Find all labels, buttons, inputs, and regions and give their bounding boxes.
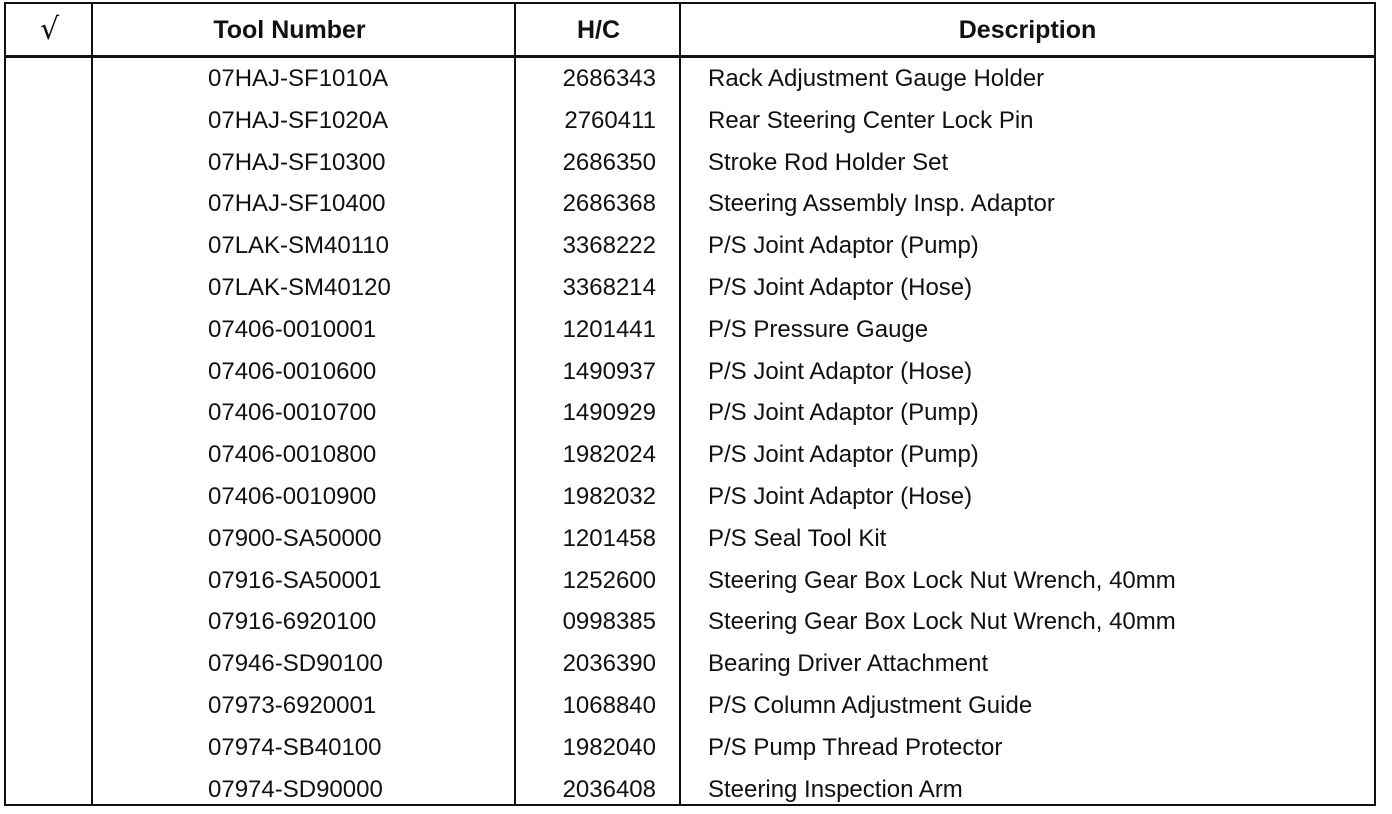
description-cell: P/S Joint Adaptor (Hose) xyxy=(708,357,973,385)
table-row xyxy=(6,643,1374,685)
tool-number-cell: 07406-0010800 xyxy=(208,441,377,469)
description-cell: P/S Joint Adaptor (Pump) xyxy=(708,399,979,427)
tool-number-cell: 07916-SA50001 xyxy=(208,566,382,594)
table-row xyxy=(6,769,1374,811)
table-row xyxy=(6,58,1374,100)
hc-cell: 2036390 xyxy=(562,650,656,678)
tool-number-cell: 07HAJ-SF10300 xyxy=(208,148,386,176)
description-cell: P/S Seal Tool Kit xyxy=(708,524,887,552)
tool-number-cell: 07973-6920001 xyxy=(208,691,377,719)
hc-cell: 2760411 xyxy=(564,106,656,134)
hc-cell: 1982040 xyxy=(562,733,656,761)
table-row xyxy=(6,267,1374,309)
tool-number-cell: 07916-6920100 xyxy=(208,608,377,636)
table-row xyxy=(6,225,1374,267)
description-cell: P/S Joint Adaptor (Pump) xyxy=(708,441,979,469)
tool-number-cell: 07406-0010700 xyxy=(208,399,377,427)
hc-cell: 1490937 xyxy=(562,357,656,385)
hc-cell: 2686368 xyxy=(562,190,656,218)
header-check: √ xyxy=(39,12,60,47)
description-cell: Rack Adjustment Gauge Holder xyxy=(708,65,1045,92)
table-row xyxy=(6,476,1374,518)
hc-cell: 2686350 xyxy=(562,148,656,176)
description-cell: Stroke Rod Holder Set xyxy=(708,148,949,176)
hc-cell: 0998385 xyxy=(562,608,656,636)
hc-cell: 3368214 xyxy=(562,273,656,301)
description-cell: P/S Pump Thread Protector xyxy=(708,733,1003,761)
header-description: Description xyxy=(958,16,1097,44)
description-cell: P/S Joint Adaptor (Pump) xyxy=(708,232,979,260)
tool-number-cell: 07406-0010600 xyxy=(208,357,377,385)
description-cell: Steering Gear Box Lock Nut Wrench, 40mm xyxy=(708,608,1176,636)
hc-cell: 1252600 xyxy=(562,566,656,594)
description-cell: Steering Gear Box Lock Nut Wrench, 40mm xyxy=(708,566,1176,594)
hc-cell: 1201441 xyxy=(562,315,656,343)
table-row xyxy=(6,727,1374,769)
tool-table xyxy=(4,2,1376,806)
hc-cell: 1068840 xyxy=(562,691,656,719)
header-tool-number: Tool Number xyxy=(213,16,366,44)
table-row xyxy=(6,100,1374,142)
table-row xyxy=(6,142,1374,184)
table-body xyxy=(6,58,1374,810)
description-cell: Rear Steering Center Lock Pin xyxy=(708,106,1034,134)
hc-cell: 1982032 xyxy=(562,482,656,510)
table-header xyxy=(6,4,1374,58)
table-row xyxy=(6,560,1374,602)
tool-number-cell: 07974-SD90000 xyxy=(208,775,383,803)
tool-number-cell: 07HAJ-SF1010A xyxy=(208,65,389,92)
hc-cell: 2686343 xyxy=(562,65,656,92)
hc-cell: 1201458 xyxy=(562,524,656,552)
tool-number-cell: 07406-0010900 xyxy=(208,482,377,510)
table-row xyxy=(6,601,1374,643)
description-cell: Steering Inspection Arm xyxy=(708,775,963,803)
table-row xyxy=(6,434,1374,476)
tool-number-cell: 07974-SB40100 xyxy=(208,733,382,761)
description-cell: Bearing Driver Attachment xyxy=(708,650,989,678)
description-cell: P/S Joint Adaptor (Hose) xyxy=(708,482,973,510)
tool-number-cell: 07LAK-SM40120 xyxy=(208,273,391,301)
description-cell: P/S Joint Adaptor (Hose) xyxy=(708,273,973,301)
tool-number-cell: 07LAK-SM40110 xyxy=(208,232,390,260)
table-row xyxy=(6,685,1374,727)
table-row xyxy=(6,392,1374,434)
tool-number-cell: 07406-0010001 xyxy=(208,315,377,343)
header-hc: H/C xyxy=(576,16,621,44)
description-cell: Steering Assembly Insp. Adaptor xyxy=(708,190,1055,218)
table-row xyxy=(6,351,1374,393)
hc-cell: 3368222 xyxy=(562,232,656,260)
tool-number-cell: 07HAJ-SF10400 xyxy=(208,190,386,218)
table-row xyxy=(6,518,1374,560)
table-row xyxy=(6,183,1374,225)
hc-cell: 2036408 xyxy=(562,775,656,803)
tool-number-cell: 07946-SD90100 xyxy=(208,650,383,678)
table-row xyxy=(6,309,1374,351)
hc-cell: 1490929 xyxy=(562,399,656,427)
tool-number-cell: 07900-SA50000 xyxy=(208,524,382,552)
hc-cell: 1982024 xyxy=(562,441,656,469)
tool-number-cell: 07HAJ-SF1020A xyxy=(208,106,389,134)
description-cell: P/S Column Adjustment Guide xyxy=(708,691,1033,719)
description-cell: P/S Pressure Gauge xyxy=(708,315,929,343)
